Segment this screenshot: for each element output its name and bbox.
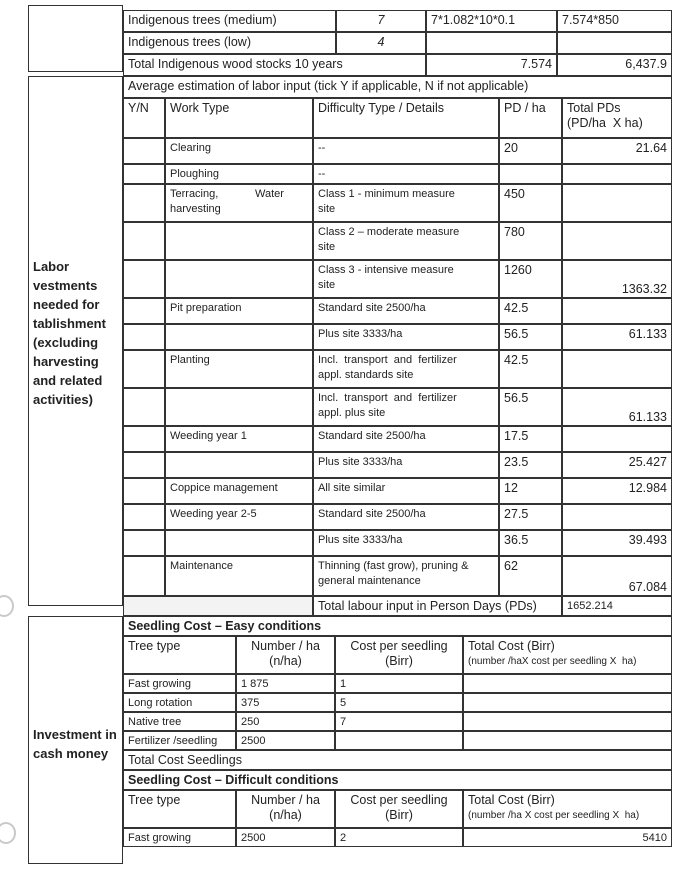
easy-number-header: Number / ha (n/ha) <box>236 636 335 674</box>
wood-result-cell: 7.574*850 <box>557 10 672 32</box>
labor-total-blank <box>123 596 313 616</box>
easy-cost-cell: 5 <box>335 693 463 712</box>
labor-yn-cell <box>123 298 165 324</box>
difficult-type-cell: Fast growing <box>123 828 236 847</box>
difficult-total-cell: 5410 <box>463 828 672 847</box>
easy-type-cell: Native tree <box>123 712 236 731</box>
labor-yn-cell <box>123 504 165 530</box>
labor-pd-cell: 12 <box>499 478 562 504</box>
labor-difficulty-cell: Class 2 – moderate measure site <box>313 222 499 260</box>
labor-total-cell: 61.133 <box>562 324 672 350</box>
difficult-type-header: Tree type <box>123 790 236 828</box>
difficult-total-subheader: (number /ha X cost per seedling X ha) <box>468 810 640 821</box>
difficult-cost-cell: 2 <box>335 828 463 847</box>
labor-work-cell: Pit preparation <box>165 298 313 324</box>
labor-pd-cell: 20 <box>499 138 562 164</box>
labor-yn-cell <box>123 350 165 388</box>
wood-type-cell: Indigenous trees (medium) <box>123 10 336 32</box>
easy-total-cell <box>463 674 672 693</box>
labor-difficulty-cell: Plus site 3333/ha <box>313 452 499 478</box>
labor-section-label: Labor vestments needed for tablishment (excluding harvesting and related activities) <box>28 76 123 606</box>
labor-total-cell: 61.133 <box>562 388 672 426</box>
labor-yn-cell <box>123 164 165 184</box>
labor-yn-cell <box>123 426 165 452</box>
labor-yn-cell <box>123 452 165 478</box>
easy-number-cell: 375 <box>236 693 335 712</box>
labor-total-cell: 21.64 <box>562 138 672 164</box>
wood-total-label: Total Indigenous wood stocks 10 years <box>123 54 426 76</box>
easy-cost-header: Cost per seedling (Birr) <box>335 636 463 674</box>
labor-pd-cell: 17.5 <box>499 426 562 452</box>
labor-work-cell: Weeding year 2-5 <box>165 504 313 530</box>
labor-work-cell <box>165 222 313 260</box>
labor-pd-cell: 36.5 <box>499 530 562 556</box>
easy-number-cell: 2500 <box>236 731 335 750</box>
labor-pd-cell: 23.5 <box>499 452 562 478</box>
labor-total-cell: 25.427 <box>562 452 672 478</box>
labor-work-cell <box>165 452 313 478</box>
labor-difficulty-cell: Class 1 - minimum measure site <box>313 184 499 222</box>
wood-type-cell: Indigenous trees (low) <box>123 32 336 54</box>
labor-difficulty-cell: Standard site 2500/ha <box>313 426 499 452</box>
labor-work-cell: Clearing <box>165 138 313 164</box>
labor-yn-cell <box>123 530 165 556</box>
labor-difficulty-cell: Standard site 2500/ha <box>313 298 499 324</box>
labor-pd-cell: 780 <box>499 222 562 260</box>
labor-total-cell: 39.493 <box>562 530 672 556</box>
easy-total-cell <box>463 712 672 731</box>
labor-difficulty-cell: Plus site 3333/ha <box>313 530 499 556</box>
wood-result-cell <box>557 32 672 54</box>
labor-total-label: Total labour input in Person Days (PDs) <box>313 596 562 616</box>
easy-type-cell: Fast growing <box>123 674 236 693</box>
wood-value-cell: 7 <box>336 10 426 32</box>
col-difficulty-header: Difficulty Type / Details <box>313 98 499 138</box>
labor-total-cell <box>562 222 672 260</box>
labor-total-cell: 12.984 <box>562 478 672 504</box>
labor-intro: Average estimation of labor input (tick Y if applicable, N if not applicable) <box>123 76 672 98</box>
labor-total-cell <box>562 184 672 222</box>
labor-pd-cell: 62 <box>499 556 562 596</box>
easy-total-label: Total Cost Seedlings <box>123 750 672 770</box>
easy-total-cell <box>463 731 672 750</box>
labor-total-cell: 1363.32 <box>562 260 672 298</box>
easy-total-subheader: (number /haX cost per seedling X ha) <box>468 656 637 667</box>
wood-formula-cell <box>426 32 557 54</box>
labor-difficulty-cell: Standard site 2500/ha <box>313 504 499 530</box>
labor-total-cell <box>562 426 672 452</box>
labor-difficulty-cell: Incl. transport and fertilizer appl. plus site <box>313 388 499 426</box>
labor-pd-cell: 27.5 <box>499 504 562 530</box>
col-pd-header: PD / ha <box>499 98 562 138</box>
labor-pd-cell: 56.5 <box>499 324 562 350</box>
punch-hole <box>0 822 16 844</box>
labor-yn-cell <box>123 388 165 426</box>
easy-title: Seedling Cost – Easy conditions <box>123 616 672 636</box>
labor-work-cell: Maintenance <box>165 556 313 596</box>
wood-value-cell: 4 <box>336 32 426 54</box>
easy-number-cell: 1 875 <box>236 674 335 693</box>
col-yn-header: Y/N <box>123 98 165 138</box>
labor-yn-cell <box>123 324 165 350</box>
labor-work-cell <box>165 260 313 298</box>
labor-work-cell <box>165 388 313 426</box>
labor-yn-cell <box>123 478 165 504</box>
labor-pd-cell: 1260 <box>499 260 562 298</box>
labor-difficulty-cell: Plus site 3333/ha <box>313 324 499 350</box>
difficult-total-header: Total Cost (Birr) (number /ha X cost per seedling X ha) <box>463 790 672 828</box>
labor-pd-cell: 450 <box>499 184 562 222</box>
labor-total-cell <box>562 164 672 184</box>
labor-work-cell <box>165 324 313 350</box>
labor-yn-cell <box>123 138 165 164</box>
difficult-cost-header: Cost per seedling (Birr) <box>335 790 463 828</box>
punch-hole <box>0 595 14 617</box>
wood-total-value1: 7.574 <box>426 54 557 76</box>
labor-difficulty-cell: Class 3 - intensive measure site <box>313 260 499 298</box>
difficult-number-cell: 2500 <box>236 828 335 847</box>
labor-yn-cell <box>123 222 165 260</box>
labor-total-cell: 67.084 <box>562 556 672 596</box>
labor-work-cell: Planting <box>165 350 313 388</box>
labor-pd-cell: 42.5 <box>499 298 562 324</box>
difficult-title: Seedling Cost – Difficult conditions <box>123 770 672 790</box>
easy-type-cell: Long rotation <box>123 693 236 712</box>
col-total-header: Total PDs (PD/ha X ha) <box>562 98 672 138</box>
labor-difficulty-cell: -- <box>313 164 499 184</box>
easy-type-cell: Fertilizer /seedling <box>123 731 236 750</box>
labor-difficulty-cell: All site similar <box>313 478 499 504</box>
section-label-blank <box>28 5 123 72</box>
labor-yn-cell <box>123 556 165 596</box>
easy-cost-cell <box>335 731 463 750</box>
easy-cost-cell: 1 <box>335 674 463 693</box>
labor-pd-cell: 42.5 <box>499 350 562 388</box>
labor-pd-cell <box>499 164 562 184</box>
easy-cost-cell: 7 <box>335 712 463 731</box>
labor-difficulty-cell: -- <box>313 138 499 164</box>
labor-work-cell: Weeding year 1 <box>165 426 313 452</box>
easy-total-cell <box>463 693 672 712</box>
labor-work-cell: Terracing, Water harvesting <box>165 184 313 222</box>
easy-total-header: Total Cost (Birr) (number /haX cost per seedling X ha) <box>463 636 672 674</box>
labor-difficulty-cell: Incl. transport and fertilizer appl. standards site <box>313 350 499 388</box>
labor-total-value: 1652.214 <box>562 596 672 616</box>
easy-type-header: Tree type <box>123 636 236 674</box>
labor-total-cell <box>562 504 672 530</box>
wood-total-value2: 6,437.9 <box>557 54 672 76</box>
labor-yn-cell <box>123 184 165 222</box>
labor-total-cell <box>562 350 672 388</box>
labor-difficulty-cell: Thinning (fast grow), pruning & general maintenance <box>313 556 499 596</box>
labor-work-cell: Coppice management <box>165 478 313 504</box>
easy-number-cell: 250 <box>236 712 335 731</box>
labor-total-cell <box>562 298 672 324</box>
difficult-number-header: Number / ha (n/ha) <box>236 790 335 828</box>
col-work-header: Work Type <box>165 98 313 138</box>
investment-section-label: Investment in cash money <box>28 616 123 864</box>
labor-pd-cell: 56.5 <box>499 388 562 426</box>
labor-work-cell <box>165 530 313 556</box>
labor-yn-cell <box>123 260 165 298</box>
wood-formula-cell: 7*1.082*10*0.1 <box>426 10 557 32</box>
labor-work-cell: Ploughing <box>165 164 313 184</box>
